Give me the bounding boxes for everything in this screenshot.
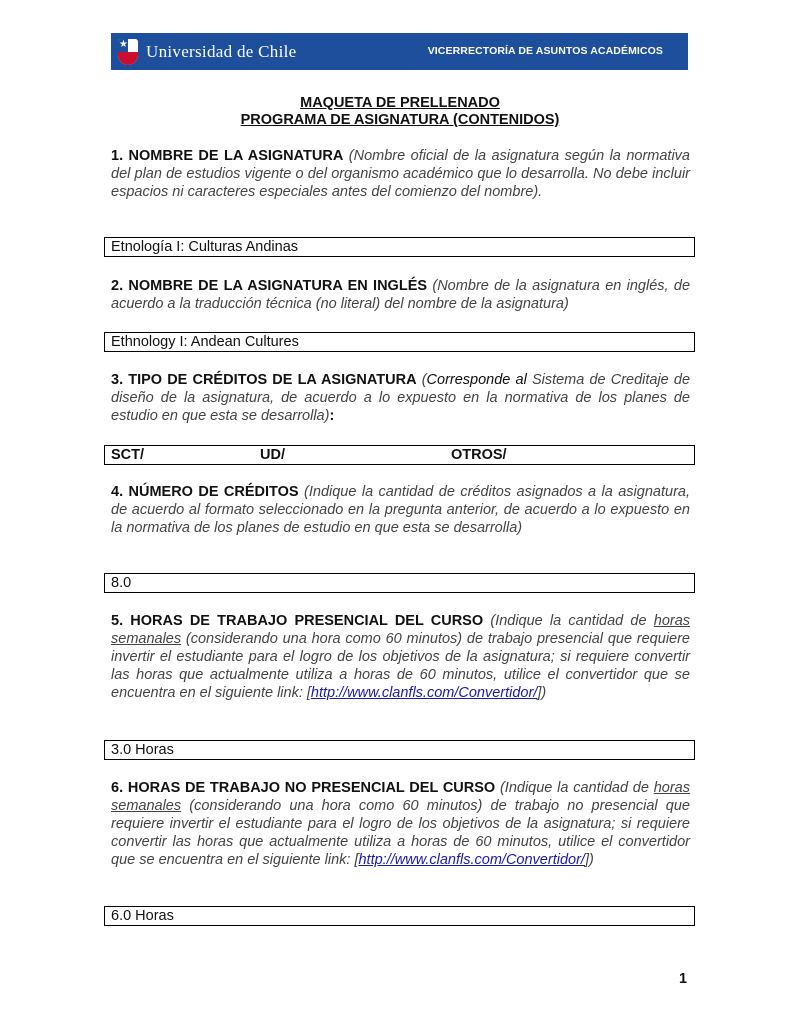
section-4-text: 4. NÚMERO DE CRÉDITOS (Indique la cantidad de créditos asignados a la asignatura, de acuerdo al formato seleccionado en la pregunta anterior, de acuerdo a lo expuesto en la normativa de los planes de estudio en que esta se desarrolla) [111, 484, 690, 536]
converter-link-2[interactable]: http://www.clanfls.com/Convertidor/ [358, 852, 585, 868]
section-3-heading: 3. TIPO DE CRÉDITOS DE LA ASIGNATURA [111, 372, 417, 388]
section-3-credits-field[interactable] [104, 445, 695, 465]
section-5-heading: 5. HORAS DE TRABAJO PRESENCIAL DEL CURSO [111, 613, 484, 629]
section-3-description: Sistema de Creditaje de diseño de la asignatura, de acuerdo a lo expuesto en la normativa de los planes de estudio en que esta se desarrolla) [111, 372, 691, 424]
page-number: 1 [679, 971, 688, 987]
credits-sct-label: SCT/ [111, 447, 145, 463]
office-name: VICERRECTORÍA DE ASUNTOS ACADÉMICOS [427, 45, 663, 57]
header-banner [111, 33, 688, 70]
credits-ud-label: UD/ [260, 447, 285, 463]
section-1-value-field[interactable]: Etnología I: Culturas Andinas [104, 237, 695, 257]
section-3-text: 3. TIPO DE CRÉDITOS DE LA ASIGNATURA (Corresponde al Sistema de Creditaje de diseño de la asignatura, de acuerdo a lo expuesto en la normativa de los planes de estudio en que esta se desarrolla): [111, 372, 691, 424]
section-4-description: Indique la cantidad de créditos asignados a la asignatura, de acuerdo al formato seleccionado en la pregunta anterior, de acuerdo a lo expuesto en la normativa de los planes de estudio en que esta se desarrolla) [111, 484, 690, 536]
section-6-heading: 6. HORAS DE TRABAJO NO PRESENCIAL DEL CURSO [111, 780, 496, 796]
section-1-description: Nombre oficial de la asignatura según la normativa del plan de estudios vigente o del organismo académico que lo desarrolla. No debe incluir espacios ni caracteres especiales antes del comienzo del nombre). [111, 148, 690, 200]
section-2-text: 2. NOMBRE DE LA ASIGNATURA EN INGLÉS (Nombre de la asignatura en inglés, de acuerdo a la traducción técnica (no literal) del nombre de la asignatura) [111, 278, 691, 312]
section-2-heading: 2. NOMBRE DE LA ASIGNATURA EN INGLÉS [111, 278, 428, 294]
section-6-text: 6. HORAS DE TRABAJO NO PRESENCIAL DEL CURSO (Indique la cantidad de horas semanales (considerando una hora como 60 minutos) de trabajo no presencial que requiere invertir el estudiante para el logro de los objetivos de la asignatura; si requiere convertir las horas que actualmente utiliza a horas de 60 minutos, utilice el convertidor que se encuentra en el siguiente link: [http://www.clanfls.com/Convertidor/]) [111, 780, 690, 868]
section-4-value-field[interactable]: 8.0 [104, 573, 695, 593]
section-1-heading: 1. NOMBRE DE LA ASIGNATURA [111, 148, 344, 164]
section-4-heading: 4. NÚMERO DE CRÉDITOS [111, 484, 299, 500]
document-title-line1: MAQUETA DE PRELLENADO [300, 95, 500, 111]
credits-otros-label: OTROS/ [451, 447, 507, 463]
section-6-value-field[interactable]: 6.0 Horas [104, 906, 695, 926]
section-2-value-field[interactable]: Ethnology I: Andean Cultures [104, 332, 695, 352]
document-title-line2: PROGRAMA DE ASIGNATURA (CONTENIDOS) [240, 112, 560, 128]
converter-link[interactable]: http://www.clanfls.com/Convertidor/ [310, 685, 538, 701]
section-5-text: 5. HORAS DE TRABAJO PRESENCIAL DEL CURSO (Indique la cantidad de horas semanales (considerando una hora como 60 minutos) de trabajo presencial que requiere invertir el estudiante para el logro de los objetivos de la asignatura; si requiere convertir las horas que actualmente utiliza a horas de 60 minutos, utilice el convertidor que se encuentra en el siguiente link: [http://www.clanfls.com/Convertidor/]) [111, 613, 691, 701]
section-5-value-field[interactable]: 3.0 Horas [104, 740, 695, 760]
university-crest-icon: ★ [118, 39, 138, 65]
section-1-text: 1. NOMBRE DE LA ASIGNATURA (Nombre oficial de la asignatura según la normativa del plan de estudios vigente o del organismo académico que lo desarrolla. No debe incluir espacios ni caracteres especiales antes del comienzo del nombre). [111, 148, 690, 200]
section-2-description: Nombre de la asignatura en inglés, de acuerdo a la traducción técnica (no literal) del nombre de la asignatura) [111, 278, 691, 312]
university-name: Universidad de Chile [146, 41, 297, 61]
